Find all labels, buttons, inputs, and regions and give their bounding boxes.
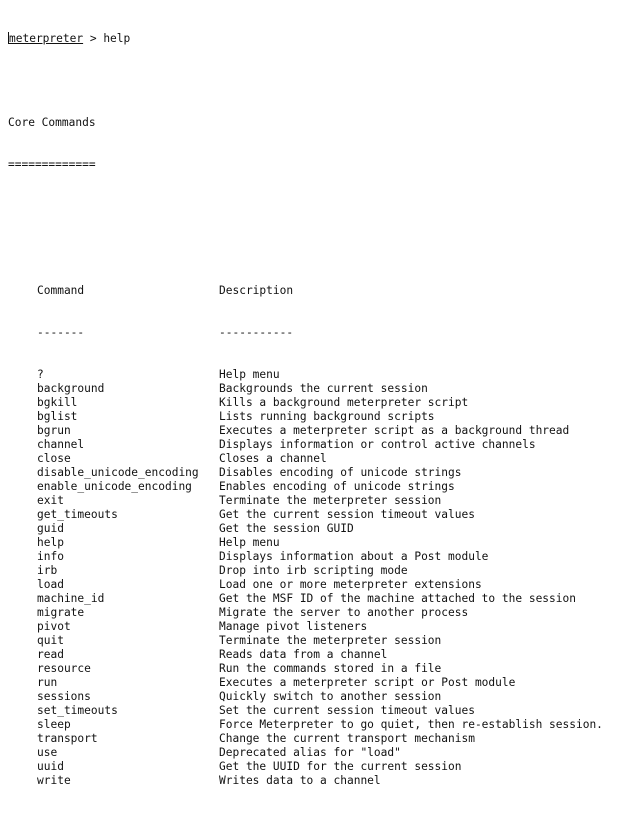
- command-name: use: [37, 746, 58, 759]
- command-name: info: [37, 550, 64, 563]
- table-row: [8, 648, 623, 662]
- prompt-command: help: [103, 32, 131, 45]
- table-row: [8, 382, 623, 396]
- command-description: Disables encoding of unicode strings: [219, 466, 462, 479]
- command-description: Change the current transport mechanism: [219, 732, 475, 745]
- command-name: enable_unicode_encoding: [37, 480, 192, 493]
- command-description: Enables encoding of unicode strings: [219, 480, 455, 493]
- table-row: [8, 438, 623, 452]
- table-row: [8, 508, 623, 522]
- table-row: [8, 704, 623, 718]
- command-description: Drop into irb scripting mode: [219, 564, 408, 577]
- command-description: Reads data from a channel: [219, 648, 388, 661]
- command-name: transport: [37, 732, 98, 745]
- table-row: [8, 676, 623, 690]
- command-description: Get the session GUID: [219, 522, 354, 535]
- command-column-header: Command: [37, 284, 85, 297]
- command-name: write: [37, 774, 71, 787]
- command-name: irb: [37, 564, 58, 577]
- command-name: quit: [37, 634, 64, 647]
- command-name: channel: [37, 438, 85, 451]
- prompt-separator: >: [83, 32, 104, 45]
- table-row: [8, 452, 623, 466]
- command-description: Displays information or control active channels: [219, 438, 536, 451]
- command-description: Deprecated alias for "load": [219, 746, 401, 759]
- command-description: Load one or more meterpreter extensions: [219, 578, 482, 591]
- table-row: [8, 564, 623, 578]
- command-name: bgrun: [37, 424, 71, 437]
- table-header-row: [8, 284, 623, 298]
- table-divider-row: [8, 326, 623, 340]
- table-row: [8, 466, 623, 480]
- table-row: [8, 732, 623, 746]
- table-row: [8, 634, 623, 648]
- command-description: Terminate the meterpreter session: [219, 634, 442, 647]
- command-description: Migrate the server to another process: [219, 606, 469, 619]
- command-description: Get the current session timeout values: [219, 508, 475, 521]
- table-row: [8, 620, 623, 634]
- command-name: run: [37, 676, 58, 689]
- command-description: Displays information about a Post module: [219, 550, 489, 563]
- command-name: load: [37, 578, 64, 591]
- command-column-divider: -------: [37, 326, 85, 339]
- prompt-name: meterpreter: [9, 32, 84, 45]
- command-description: Closes a channel: [219, 452, 327, 465]
- command-description: Executes a meterpreter script or Post module: [219, 676, 516, 689]
- command-description: Help menu: [219, 368, 280, 381]
- command-name: disable_unicode_encoding: [37, 466, 199, 479]
- table-row: [8, 396, 623, 410]
- section-underline: =============: [8, 158, 96, 171]
- description-column-divider: -----------: [219, 326, 294, 339]
- table-body: [8, 368, 623, 788]
- table-row: [8, 536, 623, 550]
- prompt-line: [8, 32, 623, 46]
- command-description: Backgrounds the current session: [219, 382, 428, 395]
- command-name: read: [37, 648, 64, 661]
- command-description: Force Meterpreter to go quiet, then re-establish session.: [219, 718, 603, 731]
- table-row: [8, 760, 623, 774]
- command-description: Get the UUID for the current session: [219, 760, 462, 773]
- table-row: [8, 774, 623, 788]
- command-name: machine_id: [37, 592, 105, 605]
- command-name: get_timeouts: [37, 508, 118, 521]
- command-description: Set the current session timeout values: [219, 704, 475, 717]
- command-name: set_timeouts: [37, 704, 118, 717]
- table-row: [8, 578, 623, 592]
- table-row: [8, 746, 623, 760]
- command-name: sessions: [37, 690, 91, 703]
- command-description: Executes a meterpreter script as a background thread: [219, 424, 570, 437]
- table-row: [8, 592, 623, 606]
- command-name: background: [37, 382, 105, 395]
- command-description: Help menu: [219, 536, 280, 549]
- command-description: Terminate the meterpreter session: [219, 494, 442, 507]
- core-commands-table: [8, 256, 623, 816]
- command-name: bglist: [37, 410, 78, 423]
- command-name: pivot: [37, 620, 71, 633]
- table-row: [8, 718, 623, 732]
- terminal-output[interactable]: [8, 4, 623, 830]
- table-row: [8, 550, 623, 564]
- command-description: Get the MSF ID of the machine attached to the session: [219, 592, 576, 605]
- table-row: [8, 480, 623, 494]
- table-row: [8, 662, 623, 676]
- command-name: uuid: [37, 760, 64, 773]
- command-name: close: [37, 452, 71, 465]
- command-description: Writes data to a channel: [219, 774, 381, 787]
- command-description: Lists running background scripts: [219, 410, 435, 423]
- command-name: migrate: [37, 606, 85, 619]
- blank-line: [8, 200, 623, 214]
- command-name: sleep: [37, 718, 71, 731]
- table-row: [8, 410, 623, 424]
- command-name: bgkill: [37, 396, 78, 409]
- blank-line: [8, 74, 623, 88]
- command-description: Manage pivot listeners: [219, 620, 368, 633]
- command-description: Kills a background meterpreter script: [219, 396, 469, 409]
- description-column-header: Description: [219, 284, 294, 297]
- command-name: exit: [37, 494, 64, 507]
- command-name: ?: [37, 368, 44, 381]
- command-name: help: [37, 536, 64, 549]
- section-title: Core Commands: [8, 116, 96, 129]
- command-name: guid: [37, 522, 64, 535]
- table-row: [8, 522, 623, 536]
- table-row: [8, 368, 623, 382]
- table-row: [8, 424, 623, 438]
- command-description: Run the commands stored in a file: [219, 662, 442, 675]
- table-row: [8, 690, 623, 704]
- table-row: [8, 494, 623, 508]
- table-row: [8, 606, 623, 620]
- command-name: resource: [37, 662, 91, 675]
- command-description: Quickly switch to another session: [219, 690, 442, 703]
